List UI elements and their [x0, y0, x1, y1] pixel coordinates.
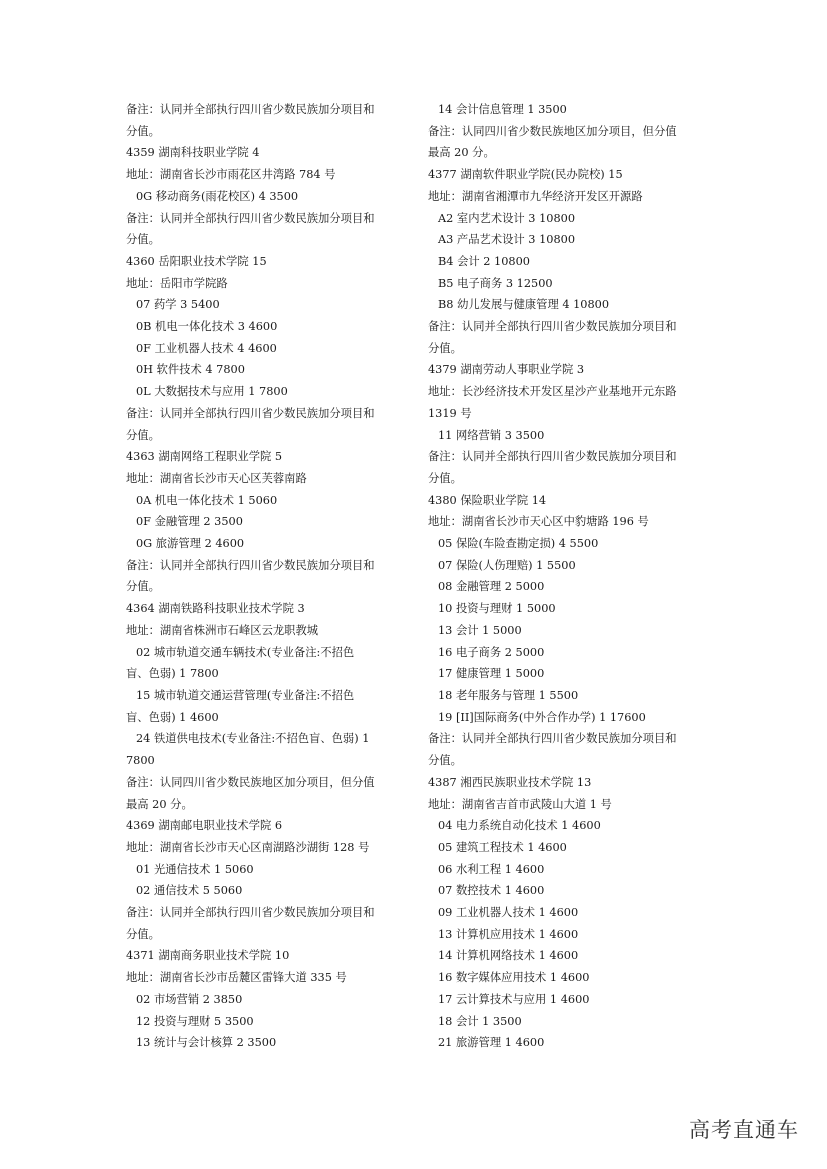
text-line: 地址：湖南省吉首市武陵山大道 1 号 [428, 797, 612, 811]
program-line: 14 会计信息管理 1 3500 [438, 103, 567, 116]
program-line: 0H 软件技术 4 7800 [136, 363, 245, 377]
text-line: 最高 20 分。 [126, 797, 193, 811]
program-line: 0A 机电一体化技术 1 5060 [136, 493, 278, 507]
program-line: A2 室内艺术设计 3 10800 [438, 211, 576, 225]
text-line: 备注：认同并全部执行四川省少数民族加分项目和 [428, 450, 677, 464]
program-line: 07 药学 3 5400 [136, 298, 220, 312]
text-line: 4387 湘西民族职业技术学院 13 [428, 775, 592, 789]
program-line: 13 会计 1 5000 [438, 623, 522, 637]
text-line: 地址：岳阳市学院路 [126, 276, 228, 290]
program-line: 05 建筑工程技术 1 4600 [438, 840, 567, 854]
text-line: 备注：认同并全部执行四川省少数民族加分项目和 [126, 558, 375, 572]
text-line: 盲、色弱) 1 7800 [126, 667, 219, 681]
text-line: 盲、色弱) 1 4600 [126, 710, 219, 724]
text-line: 4360 岳阳职业技术学院 15 [126, 254, 267, 268]
program-line: 09 工业机器人技术 1 4600 [438, 906, 579, 920]
left-column [126, 99, 402, 1054]
text-line: 4359 湖南科技职业学院 4 [126, 146, 260, 160]
text-line: 备注：认同并全部执行四川省少数民族加分项目和 [126, 906, 375, 920]
program-line: 24 铁道供电技术(专业备注:不招色盲、色弱) 1 [136, 732, 370, 746]
right-column [428, 99, 704, 1054]
text-line: 4369 湖南邮电职业技术学院 6 [126, 819, 283, 833]
program-line: 17 健康管理 1 5000 [438, 667, 545, 681]
program-line: 06 水利工程 1 4600 [438, 862, 545, 876]
program-line: 11 网络营销 3 3500 [438, 428, 545, 442]
text-line: 4377 湖南软件职业学院(民办院校) 15 [428, 168, 623, 182]
text-line: 7800 [126, 754, 155, 768]
text-line: 备注：认同四川省少数民族地区加分项目，但分值 [126, 775, 375, 789]
program-line: A3 产品艺术设计 3 10800 [438, 233, 576, 247]
program-line: 10 投资与理财 1 5000 [438, 602, 556, 616]
program-line: 0F 金融管理 2 3500 [136, 515, 243, 529]
text-line: 4380 保险职业学院 14 [428, 493, 547, 507]
text-line: 备注：认同并全部执行四川省少数民族加分项目和 [428, 732, 677, 746]
program-line: 07 数控技术 1 4600 [438, 884, 545, 898]
text-line: 备注：认同并全部执行四川省少数民族加分项目和 [126, 406, 375, 420]
text-line: 备注：认同并全部执行四川省少数民族加分项目和 [428, 320, 677, 334]
text-line: 分值。 [126, 580, 160, 594]
program-line: 16 电子商务 2 5000 [438, 645, 545, 659]
program-line: 0G 旅游管理 2 4600 [136, 537, 245, 551]
text-line: 地址：长沙经济技术开发区星沙产业基地开元东路 [428, 385, 677, 399]
program-line: 21 旅游管理 1 4600 [438, 1036, 545, 1050]
watermark-text: 高考直通车 [689, 1118, 799, 1142]
program-line: B5 电子商务 3 12500 [438, 276, 553, 290]
text-line: 地址：湖南省长沙市岳麓区雷锋大道 335 号 [126, 971, 347, 985]
text-line: 地址：湖南省长沙市天心区中豹塘路 196 号 [428, 515, 649, 529]
program-line: 14 计算机网络技术 1 4600 [438, 949, 579, 963]
program-line: 13 统计与会计核算 2 3500 [136, 1036, 277, 1050]
text-line: 地址：湖南省长沙市雨花区井湾路 784 号 [126, 168, 336, 182]
text-line: 4364 湖南铁路科技职业技术学院 3 [126, 602, 305, 616]
program-line: 0G 移动商务(雨花校区) 4 3500 [136, 189, 299, 203]
program-line: 19 [II]国际商务(中外合作办学) 1 17600 [438, 710, 646, 724]
text-line: 地址：湖南省湘潭市九华经济开发区开源路 [428, 189, 643, 203]
text-line: 1319 号 [428, 406, 472, 420]
program-line: 02 通信技术 5 5060 [136, 884, 243, 898]
text-line: 分值。 [126, 927, 160, 941]
text-line: 地址：湖南省长沙市天心区南湖路沙湖街 128 号 [126, 840, 370, 854]
program-line: 07 保险(人伤理赔) 1 5500 [438, 558, 576, 572]
program-line: 08 金融管理 2 5000 [438, 580, 545, 594]
program-line: 02 城市轨道交通车辆技术(专业备注:不招色 [136, 645, 355, 659]
program-line: 0L 大数据技术与应用 1 7800 [136, 385, 288, 399]
program-line: 12 投资与理财 5 3500 [136, 1014, 254, 1028]
text-line: 地址：湖南省长沙市天心区芙蓉南路 [126, 471, 307, 485]
program-line: 13 计算机应用技术 1 4600 [438, 927, 579, 941]
program-line: 0F 工业机器人技术 4 4600 [136, 341, 277, 355]
text-line: 备注：认同并全部执行四川省少数民族加分项目和 [126, 211, 375, 225]
program-line: 17 云计算技术与应用 1 4600 [438, 992, 590, 1006]
program-line: 02 市场营销 2 3850 [136, 992, 243, 1006]
program-line: 04 电力系统自动化技术 1 4600 [438, 819, 601, 833]
text-line: 最高 20 分。 [428, 146, 495, 160]
text-line: 4371 湖南商务职业技术学院 10 [126, 949, 290, 963]
program-line: 15 城市轨道交通运营管理(专业备注:不招色 [136, 688, 355, 702]
text-line: 地址：湖南省株洲市石峰区云龙职教城 [126, 623, 319, 637]
program-line: 16 数字媒体应用技术 1 4600 [438, 971, 590, 985]
program-line: 18 会计 1 3500 [438, 1014, 522, 1028]
text-line: 分值。 [428, 471, 462, 485]
text-line: 4363 湖南网络工程职业学院 5 [126, 450, 283, 464]
text-line: 分值。 [126, 124, 160, 138]
text-line: 备注：认同四川省少数民族地区加分项目，但分值 [428, 124, 677, 138]
text-line: 备注：认同并全部执行四川省少数民族加分项目和 [126, 103, 375, 116]
text-line: 4379 湖南劳动人事职业学院 3 [428, 363, 585, 377]
text-line: 分值。 [428, 341, 462, 355]
program-line: 18 老年服务与管理 1 5500 [438, 688, 579, 702]
text-line: 分值。 [126, 428, 160, 442]
program-line: B8 幼儿发展与健康管理 4 10800 [438, 298, 610, 312]
text-line: 分值。 [428, 754, 462, 768]
text-line: 分值。 [126, 233, 160, 247]
program-line: 01 光通信技术 1 5060 [136, 862, 254, 876]
program-line: 0B 机电一体化技术 3 4600 [136, 320, 278, 334]
program-line: B4 会计 2 10800 [438, 254, 530, 268]
program-line: 05 保险(车险查勘定损) 4 5500 [438, 537, 599, 551]
